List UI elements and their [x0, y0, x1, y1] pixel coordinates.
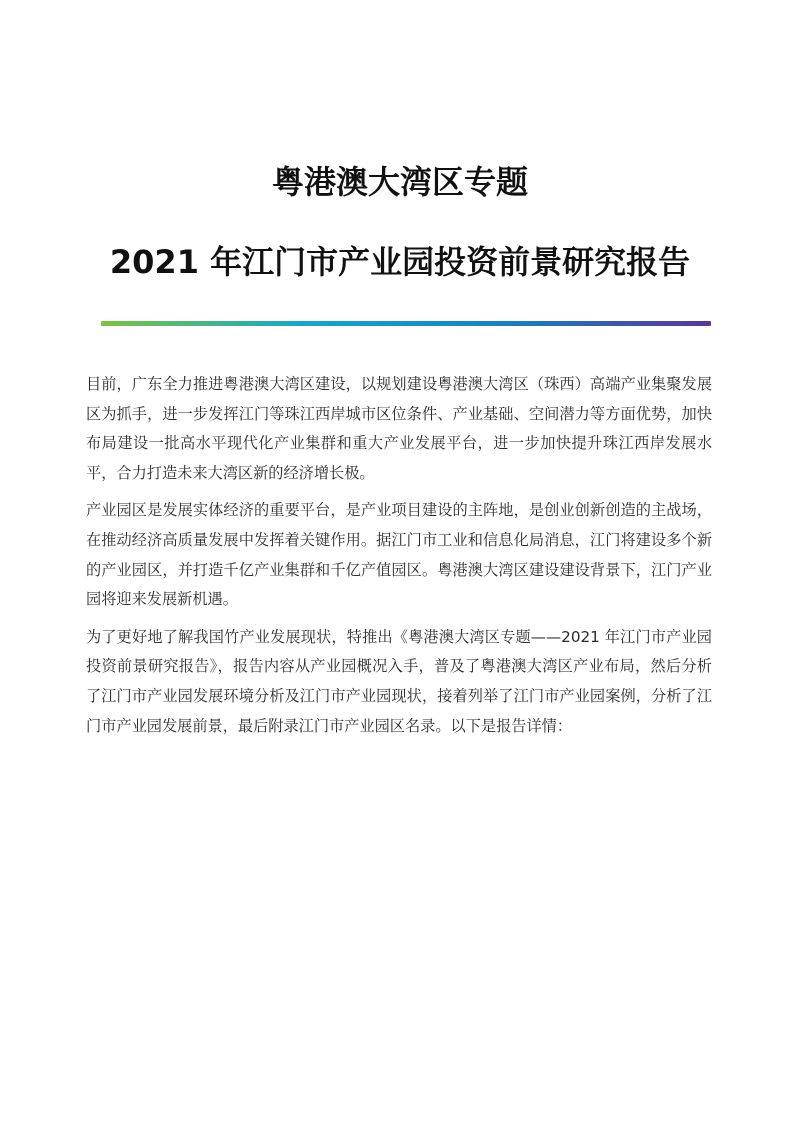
document-title: 粤港澳大湾区专题	[271, 163, 528, 201]
body-paragraph-2: 产业园区是发展实体经济的重要平台，是产业项目建设的主阵地，是创业创新创造的主战场，在推动经济高质量发展中发挥着关键作用。据江门市工业和信息化局消息，江门将建设多个新的产业园区，并打造千亿产业集群和千亿产值园区。粤港澳大湾区建设建设背景下，江门产业园将迎来发展新机遇。	[86, 501, 712, 609]
document-body	[86, 370, 712, 749]
body-paragraph-3: 为了更好地了解我国竹产业发展现状，特推出《粤港澳大湾区专题——2021 年江门市产业园投资前景研究报告》，报告内容从产业园概况入手，普及了粤港澳大湾区产业布局，然后分析了江门市产业园发展环境分析及江门市产业园现状，接着列举了江门市产业园案例，分析了江门市产业园发展前景，最后附录江门市产业园区名录。以下是报告详情：	[86, 627, 712, 735]
body-paragraph-1: 目前，广东全力推进粤港澳大湾区建设，以规划建设粤港澳大湾区（珠西）高端产业集聚发展区为抓手，进一步发挥江门等珠江西岸城市区位条件、产业基础、空间潜力等方面优势，加快布局建设一批高水平现代化产业集群和重大产业发展平台，进一步加快提升珠江西岸发展水平，合力打造未来大湾区新的经济增长极。	[86, 375, 712, 482]
document-subtitle: 2021 年江门市产业园投资前景研究报告	[109, 243, 691, 281]
title-divider	[101, 321, 711, 326]
